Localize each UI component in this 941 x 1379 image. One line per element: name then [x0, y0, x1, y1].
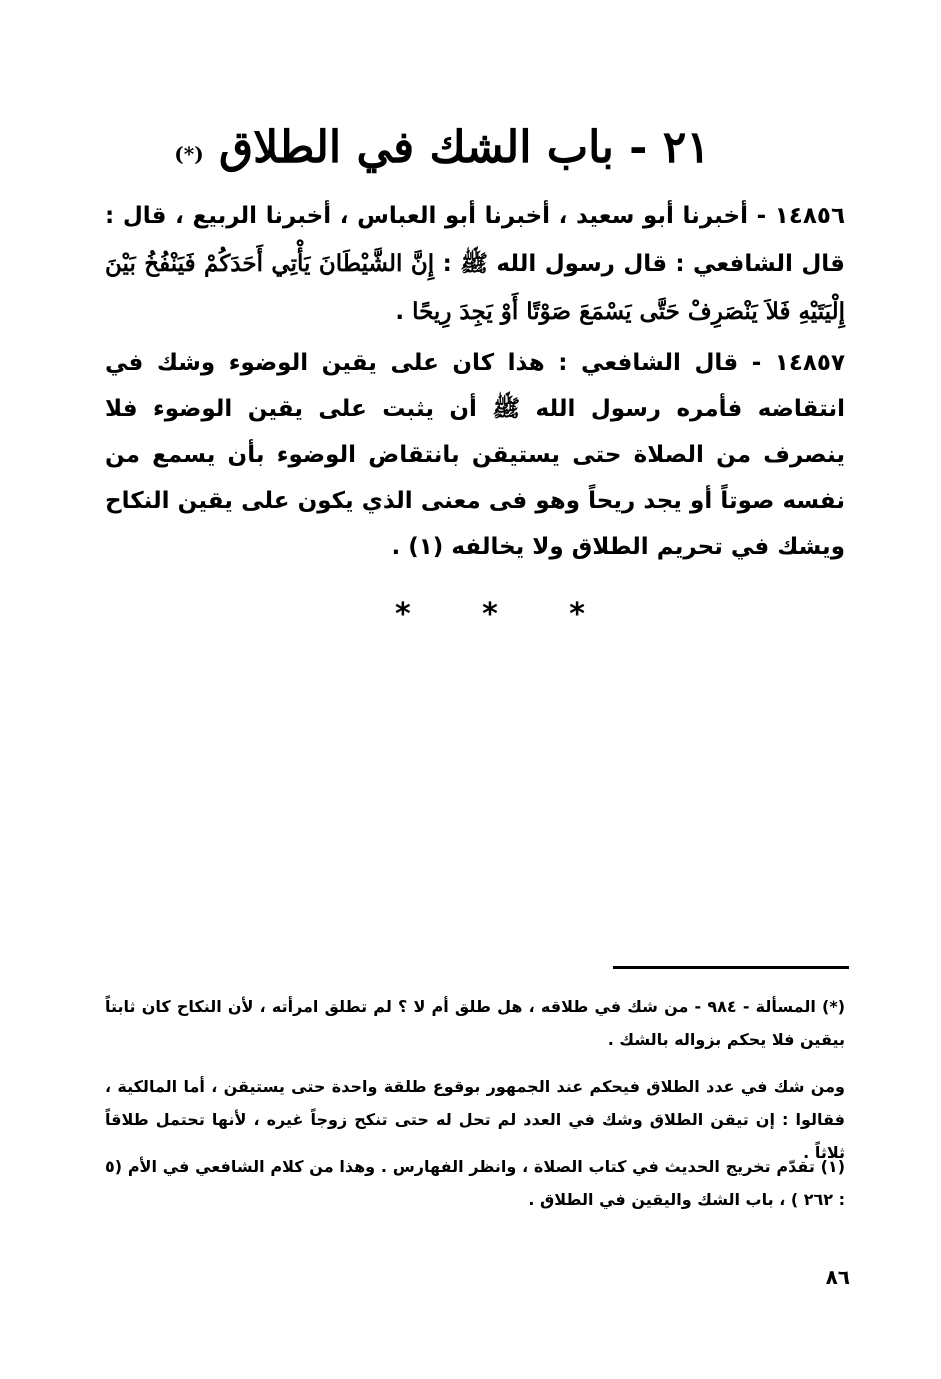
paragraph-14856: [105, 192, 845, 336]
chapter-title-footnote-marker: (*): [174, 142, 204, 166]
page-number: ٨٦: [825, 1265, 850, 1289]
footnote-star-continued: ومن شك في عدد الطلاق فيحكم عند الجمهور بوقوع طلقة واحدة حتى يستيقن ، أما المالكية ، فقالوا : إن تيقن الطلاق وشك في العدد لم تحل له حتى تنكح زوجاً غيره ، لأنها تحتمل طلاقاً ثلاثاً .: [105, 1077, 845, 1162]
paragraph-14856-end: .: [395, 299, 413, 325]
separator-star: *: [482, 597, 498, 632]
section-separator: [395, 595, 585, 635]
footnote-divider: [613, 966, 849, 969]
paragraph-14857: [105, 340, 845, 570]
paragraph-14857-end: .: [391, 534, 409, 560]
paragraph-14856-chain: ١٤٨٥٦ - أخبرنا أبو سعيد ، أخبرنا أبو العباس ، أخبرنا الربيع ، قال : قال الشافعي : قال رسول الله ﷺ :: [105, 203, 845, 277]
chapter-title: [174, 118, 710, 178]
footnote-star: (*) المسألة - ٩٨٤ - من شك في طلاقه ، هل طلق أم لا ؟ لم تطلق امرأته ، لأن النكاح كان ثابتاً بيقين فلا يحكم بزواله بالشك .: [105, 997, 846, 1049]
paragraph-14857-text: ١٤٨٥٧ - قال الشافعي : هذا كان على يقين الوضوء وشك في انتقاضه فأمره رسول الله ﷺ أن يثبت على يقين الوضوء فلا ينصرف من الصلاة حتى يستيقن بانتقاض الوضوء بأن يسمع من نفسه صوتاً أو يجد ريحاً وهو فى معنى الذي يكون على يقين النكاح ويشك في تحريم الطلاق ولا يخالفه: [105, 350, 845, 560]
separator-star: *: [569, 597, 585, 632]
hadith-text: إِنَّ الشَّيْطَانَ يَأْتِي أَحَدَكُمْ فَيَنْفُخُ بَيْنَ إِلْيَتَيْهِ فَلاَ يَنْصَرِفْ حَتَّى يَسْمَعَ صَوْتًا أَوْ يَجِدَ رِيحًا: [105, 250, 845, 325]
separator-star: *: [395, 597, 411, 632]
footnote-1: (١) تقدّم تخريج الحديث في كتاب الصلاة ، وانظر الفهارس . وهذا من كلام الشافعي في الأم (٥ : ٢٦٢ ) ، باب الشك واليقين في الطلاق .: [105, 1157, 845, 1209]
footnote-reference: (١): [408, 534, 444, 560]
chapter-title-text: ٢١ - باب الشك في الطلاق: [219, 122, 710, 173]
